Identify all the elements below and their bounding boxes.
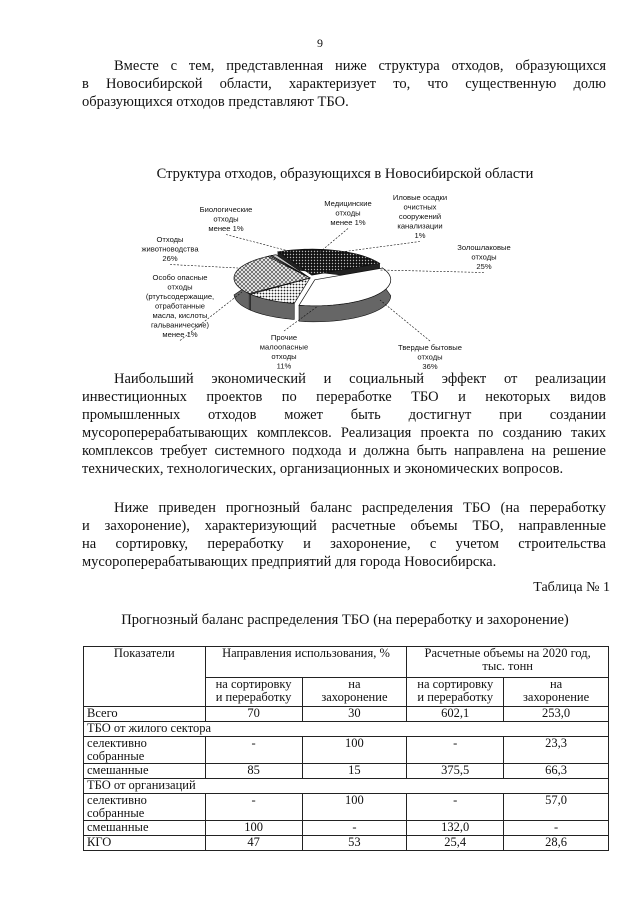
table-section-row <box>84 722 609 737</box>
cell: 53 <box>302 836 407 851</box>
text-line: Наибольший экономический и социальный эффект от реализации <box>114 371 606 387</box>
cell: - <box>407 737 504 764</box>
cell: - <box>504 821 609 836</box>
cell: - <box>205 737 302 764</box>
cell: 253,0 <box>504 707 609 722</box>
text-line: промышленных отходов может быть достигнут при создании <box>82 407 606 423</box>
text-line: Вместе с тем, представленная ниже структура отходов, образующихся <box>114 58 606 74</box>
cell: 100 <box>302 737 407 764</box>
cell: - <box>407 794 504 821</box>
row-label: КГО <box>84 836 206 851</box>
table-header-row <box>84 647 609 678</box>
slice-label: Золошлаковые отходы 25% <box>457 243 511 271</box>
table-title: Прогнозный баланс распределения ТБО (на переработку и захоронение) <box>121 612 569 628</box>
table-row <box>84 821 609 836</box>
subheader-text: захоронение <box>321 690 388 704</box>
table-section-row <box>84 779 609 794</box>
subheader-text: на сортировку <box>215 677 292 691</box>
subheader-text: на сортировку <box>417 677 494 691</box>
subheader-sort-vol <box>407 678 504 707</box>
subheader-text: захоронение <box>522 690 590 704</box>
text-line: и захоронение), характеризующий расчетные объемы ТБО, направленные <box>82 518 606 534</box>
row-label: смешанные <box>84 821 206 836</box>
leader-line <box>326 242 420 255</box>
text-line: образующихся отходов представляют ТБО. <box>82 94 349 110</box>
row-label: селективно собранные <box>84 737 206 764</box>
table-row <box>84 737 609 764</box>
cell: 66,3 <box>504 764 609 779</box>
cell: 85 <box>205 764 302 779</box>
cell: - <box>302 821 407 836</box>
cell: - <box>205 794 302 821</box>
text-line: в Новосибирской области, характеризует то, что существенную долю <box>82 76 606 92</box>
header-directions: Направления использования, % <box>205 647 407 678</box>
table-row <box>84 764 609 779</box>
header-indicators: Показатели <box>84 647 206 707</box>
page-number: 9 <box>317 36 323 50</box>
effect-paragraph <box>82 370 606 478</box>
leader-line <box>380 270 484 273</box>
slice-label: Иловые осадки очистных сооружений канализации 1% <box>392 193 448 240</box>
cell: 30 <box>302 707 407 722</box>
text-line: технических, технологических, организационных и экономических вопросов. <box>82 461 564 477</box>
pie-slices <box>234 249 391 322</box>
leader-line <box>380 300 430 341</box>
header-volumes-line1: Расчетные объемы на 2020 год, <box>424 646 591 660</box>
subheader-bury-vol <box>504 678 609 707</box>
slice-label: Твердые бытовые отходы 36% <box>398 343 462 371</box>
leader-line <box>320 229 348 253</box>
text-line: комплексов требует системного подхода и должна быть направлена на решение <box>82 443 606 459</box>
cell: 132,0 <box>407 821 504 836</box>
subheader-sort-pct <box>205 678 302 707</box>
cell: 57,0 <box>504 794 609 821</box>
text-line: Ниже приведен прогнозный баланс распределения ТБО (на переработку <box>114 500 606 516</box>
cell: 70 <box>205 707 302 722</box>
subheader-text: на <box>549 677 563 691</box>
balance-table <box>83 646 609 851</box>
cell: 100 <box>205 821 302 836</box>
section-label: ТБО от жилого сектора <box>84 722 609 737</box>
slice-label: Прочие малоопасные отходы 11% <box>259 333 309 371</box>
slice-label: Особо опасные отходы (ртутьсодержащие, отработанные масла, кислоты гальванические) менее 1% <box>145 273 215 339</box>
header-volumes <box>407 647 609 678</box>
table-row <box>84 836 609 851</box>
slice-label: Биологические отходы менее 1% <box>199 205 253 233</box>
row-label: смешанные <box>84 764 206 779</box>
balance-paragraph <box>82 499 606 571</box>
section-label: ТБО от организаций <box>84 779 609 794</box>
subheader-text: на <box>348 677 361 691</box>
intro-paragraph <box>82 57 606 111</box>
cell: 23,3 <box>504 737 609 764</box>
subheader-bury-pct <box>302 678 407 707</box>
text-line: мусороперерабатывающих комплексов. Реализация проекта по созданию таких <box>82 425 606 441</box>
cell: 602,1 <box>407 707 504 722</box>
cell: 25,4 <box>407 836 504 851</box>
row-label: Всего <box>84 707 206 722</box>
chart-title: Структура отходов, образующихся в Новосибирской области <box>156 166 534 182</box>
table-number: Таблица № 1 <box>533 580 610 595</box>
row-label: селективно собранные <box>84 794 206 821</box>
text-line: на сортировку, переработку и захоронение, с учетом строительства <box>82 536 606 552</box>
cell: 100 <box>302 794 407 821</box>
header-volumes-line2: тыс. тонн <box>482 659 533 673</box>
text-line: мусороперерабатывающих предприятий для города Новосибирска. <box>82 554 497 570</box>
text-line: инвестиционных проектов по переработке ТБО и некоторых видов <box>82 389 606 405</box>
cell: 375,5 <box>407 764 504 779</box>
cell: 15 <box>302 764 407 779</box>
subheader-text: и переработку <box>215 690 292 704</box>
subheader-text: и переработку <box>417 690 494 704</box>
table-row <box>84 707 609 722</box>
cell: 28,6 <box>504 836 609 851</box>
leader-line <box>170 265 238 269</box>
cell: 47 <box>205 836 302 851</box>
table-row <box>84 794 609 821</box>
pie-chart <box>130 190 520 380</box>
slice-label: Отходы животноводства 26% <box>141 235 199 263</box>
slice-label: Медицинские отходы менее 1% <box>324 199 372 227</box>
